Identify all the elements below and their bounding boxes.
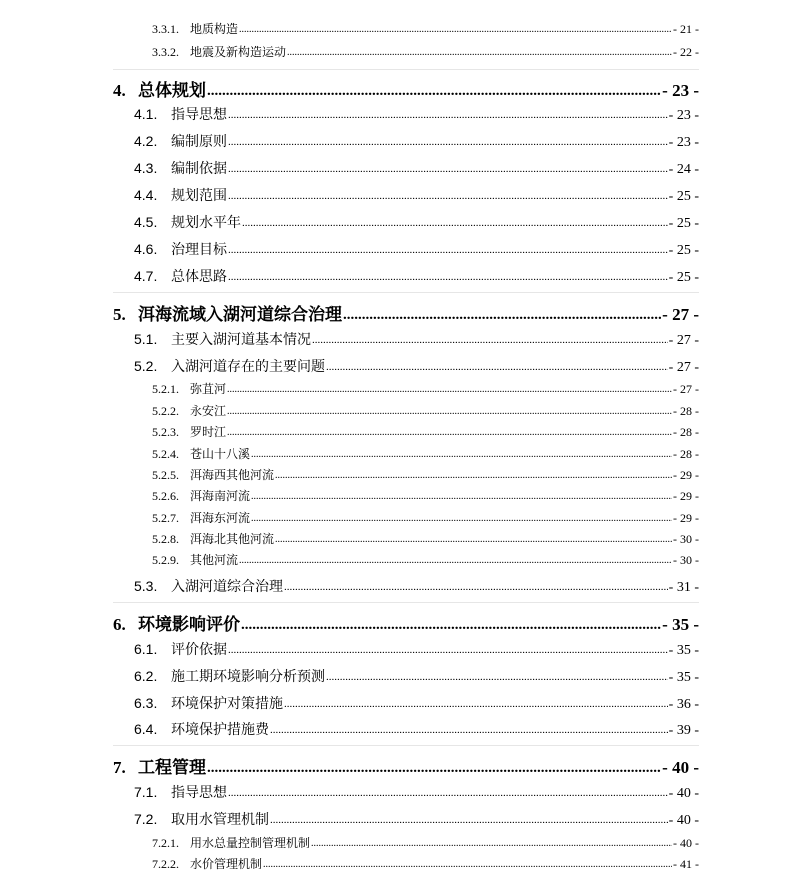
dot-leader xyxy=(275,534,672,545)
toc-page-number: - 21 - xyxy=(673,22,699,36)
toc-title: 洱海北其他河流 xyxy=(190,532,275,546)
toc-entry[interactable] xyxy=(134,239,699,259)
dot-leader xyxy=(228,163,668,175)
toc-page-number: - 23 - xyxy=(668,108,699,123)
dot-leader xyxy=(228,109,668,121)
toc-page-number: - 22 - xyxy=(673,45,699,59)
section-divider xyxy=(113,745,699,746)
toc-page-number: - 28 - xyxy=(673,447,699,461)
toc-number: 5.2.5. xyxy=(152,468,179,482)
toc-entry[interactable] xyxy=(152,380,699,397)
toc-number: 5.2.8. xyxy=(152,532,179,546)
toc-chapter-entry[interactable] xyxy=(113,610,699,635)
toc-title: 其他河流 xyxy=(190,553,239,567)
toc-page-number: - 27 - xyxy=(668,333,699,348)
dot-leader xyxy=(251,513,672,524)
toc-page-number: - 29 - xyxy=(673,468,699,482)
dot-leader xyxy=(251,449,672,460)
toc-page-number: - 35 - xyxy=(668,670,699,685)
dot-leader xyxy=(228,190,668,202)
dot-leader xyxy=(284,581,668,593)
toc-entry[interactable] xyxy=(152,20,699,37)
toc-number: 4.3. xyxy=(134,160,158,176)
toc-number: 6.4. xyxy=(134,721,158,737)
toc-entry[interactable] xyxy=(152,445,699,462)
dot-leader xyxy=(270,814,668,826)
toc-title: 规划水平年 xyxy=(171,215,241,231)
toc-number: 4.2. xyxy=(134,133,158,149)
toc-title: 指导思想 xyxy=(171,785,227,801)
dot-leader xyxy=(326,361,668,373)
dot-leader xyxy=(228,787,668,799)
toc-title: 水价管理机制 xyxy=(190,857,263,871)
toc-page-number: - 27 - xyxy=(673,382,699,396)
toc-title: 洱海流域入湖河道综合治理 xyxy=(138,305,342,325)
toc-title: 环境保护对策措施 xyxy=(171,696,283,712)
dot-leader xyxy=(270,724,668,736)
toc-entry[interactable] xyxy=(134,104,699,124)
dot-leader xyxy=(311,838,672,849)
toc-entry[interactable] xyxy=(152,855,699,872)
dot-leader xyxy=(326,671,668,683)
toc-entry[interactable] xyxy=(152,530,699,547)
dot-leader xyxy=(275,470,672,481)
toc-page-number: - 23 - xyxy=(668,135,699,150)
dot-leader xyxy=(227,406,672,417)
toc-number: 3.3.2. xyxy=(152,45,179,59)
toc-title: 罗时江 xyxy=(190,425,227,439)
toc-chapter-entry[interactable] xyxy=(113,753,699,778)
toc-entry[interactable] xyxy=(134,693,699,713)
toc-entry[interactable] xyxy=(134,185,699,205)
toc-title: 编制依据 xyxy=(171,161,227,177)
toc-page-number: - 28 - xyxy=(673,404,699,418)
toc-number: 6.3. xyxy=(134,695,158,711)
toc-entry[interactable] xyxy=(134,576,699,596)
toc-page-number: - 25 - xyxy=(668,243,699,258)
section-divider xyxy=(113,602,699,603)
toc-title: 苍山十八溪 xyxy=(190,447,251,461)
toc-number: 5.2.9. xyxy=(152,553,179,567)
toc-title: 治理目标 xyxy=(171,242,227,258)
section-divider xyxy=(113,292,699,293)
dot-leader xyxy=(227,427,672,438)
toc-number: 4.1. xyxy=(134,106,158,122)
toc-title: 主要入湖河道基本情况 xyxy=(171,332,311,348)
dot-leader xyxy=(228,244,668,256)
toc-entry[interactable] xyxy=(134,639,699,659)
toc-entry[interactable] xyxy=(134,809,699,829)
toc-page-number: - 40 - xyxy=(673,836,699,850)
toc-number: 6. xyxy=(113,615,126,634)
toc-title: 洱海西其他河流 xyxy=(190,468,275,482)
dot-leader xyxy=(228,136,668,148)
toc-number: 4.7. xyxy=(134,268,158,284)
toc-number: 5.1. xyxy=(134,331,158,347)
dot-leader xyxy=(207,83,661,100)
toc-entry[interactable] xyxy=(134,782,699,802)
toc-page-number: - 25 - xyxy=(668,270,699,285)
toc-title: 入湖河道综合治理 xyxy=(171,579,283,595)
toc-entry[interactable] xyxy=(134,212,699,232)
dot-leader xyxy=(227,384,672,395)
toc-entry[interactable] xyxy=(134,356,699,376)
toc-page-number: - 41 - xyxy=(673,857,699,871)
toc-number: 5.2.4. xyxy=(152,447,179,461)
toc-entry[interactable] xyxy=(134,131,699,151)
toc-page-number: - 35 - xyxy=(668,643,699,658)
toc-number: 5. xyxy=(113,305,126,324)
toc-number: 6.1. xyxy=(134,641,158,657)
toc-title: 用水总量控制管理机制 xyxy=(190,836,311,850)
toc-number: 7. xyxy=(113,758,126,777)
dot-leader xyxy=(263,859,672,870)
dot-leader xyxy=(207,760,661,777)
toc-number: 5.2.3. xyxy=(152,425,179,439)
toc-title: 施工期环境影响分析预测 xyxy=(171,669,325,685)
toc-title: 地震及新构造运动 xyxy=(190,45,287,59)
toc-chapter-entry[interactable] xyxy=(113,300,699,325)
toc-title: 工程管理 xyxy=(138,758,206,778)
toc-number: 5.2.6. xyxy=(152,489,179,503)
toc-title: 总体思路 xyxy=(171,269,227,285)
toc-page-number: - 40 - xyxy=(662,758,699,777)
toc-number: 5.2.1. xyxy=(152,382,179,396)
toc-number: 5.2.7. xyxy=(152,511,179,525)
toc-title: 规划范围 xyxy=(171,188,227,204)
dot-leader xyxy=(239,24,672,35)
toc-entry[interactable] xyxy=(152,487,699,504)
toc-page-number: - 40 - xyxy=(668,786,699,801)
toc-entry[interactable] xyxy=(134,719,699,739)
toc-entry[interactable] xyxy=(134,158,699,178)
dot-leader xyxy=(239,555,672,566)
toc-title: 环境保护措施费 xyxy=(171,722,269,738)
toc-page-number: - 27 - xyxy=(668,360,699,375)
toc-number: 4.4. xyxy=(134,187,158,203)
dot-leader xyxy=(241,617,661,634)
dot-leader xyxy=(312,334,668,346)
toc-page-number: - 35 - xyxy=(662,615,699,634)
toc-title: 环境影响评价 xyxy=(138,615,240,635)
toc-title: 总体规划 xyxy=(138,81,206,101)
toc-entry[interactable] xyxy=(152,423,699,440)
toc-number: 5.2. xyxy=(134,358,158,374)
toc-number: 7.2.2. xyxy=(152,857,179,871)
toc-number: 5.2.2. xyxy=(152,404,179,418)
dot-leader xyxy=(284,698,668,710)
toc-entry[interactable] xyxy=(134,266,699,286)
dot-leader xyxy=(228,271,668,283)
toc-entry[interactable] xyxy=(152,551,699,568)
toc-number: 7.2. xyxy=(134,811,158,827)
toc-page-number: - 36 - xyxy=(668,697,699,712)
toc-page-number: - 28 - xyxy=(673,425,699,439)
toc-title: 取用水管理机制 xyxy=(171,812,269,828)
toc-title: 评价依据 xyxy=(171,642,227,658)
toc-page-number: - 29 - xyxy=(673,511,699,525)
toc-number: 3.3.1. xyxy=(152,22,179,36)
toc-page-number: - 23 - xyxy=(662,81,699,100)
toc-page-number: - 27 - xyxy=(662,305,699,324)
toc-title: 弥苴河 xyxy=(190,382,227,396)
toc-title: 编制原则 xyxy=(171,134,227,150)
toc-chapter-entry[interactable] xyxy=(113,76,699,101)
dot-leader xyxy=(343,307,661,324)
toc-number: 6.2. xyxy=(134,668,158,684)
dot-leader xyxy=(228,644,668,656)
toc-number: 5.3. xyxy=(134,578,158,594)
toc-page-number: - 40 - xyxy=(668,813,699,828)
toc-number: 4. xyxy=(113,81,126,100)
toc-title: 永安江 xyxy=(190,404,227,418)
toc-number: 4.6. xyxy=(134,241,158,257)
toc-page-number: - 31 - xyxy=(668,580,699,595)
toc-title: 洱海东河流 xyxy=(190,511,251,525)
toc-entry[interactable] xyxy=(152,466,699,483)
toc-page-number: - 30 - xyxy=(673,532,699,546)
toc-title: 指导思想 xyxy=(171,107,227,123)
dot-leader xyxy=(251,491,672,502)
section-divider xyxy=(113,69,699,70)
toc-page-number: - 39 - xyxy=(668,723,699,738)
toc-title: 洱海南河流 xyxy=(190,489,251,503)
toc-number: 7.2.1. xyxy=(152,836,179,850)
toc-page-number: - 25 - xyxy=(668,189,699,204)
toc-page-number: - 30 - xyxy=(673,553,699,567)
toc-page-number: - 25 - xyxy=(668,216,699,231)
toc-page-number: - 24 - xyxy=(668,162,699,177)
toc-entry[interactable] xyxy=(134,329,699,349)
toc-number: 4.5. xyxy=(134,214,158,230)
toc-page-number: - 29 - xyxy=(673,489,699,503)
toc-entry[interactable] xyxy=(134,666,699,686)
toc-entry[interactable] xyxy=(152,834,699,851)
dot-leader xyxy=(242,217,668,229)
toc-entry[interactable] xyxy=(152,509,699,526)
toc-title: 入湖河道存在的主要问题 xyxy=(171,359,325,375)
toc-title: 地质构造 xyxy=(190,22,239,36)
toc-number: 7.1. xyxy=(134,784,158,800)
toc-entry[interactable] xyxy=(152,43,699,60)
toc-entry[interactable] xyxy=(152,402,699,419)
dot-leader xyxy=(287,47,672,58)
